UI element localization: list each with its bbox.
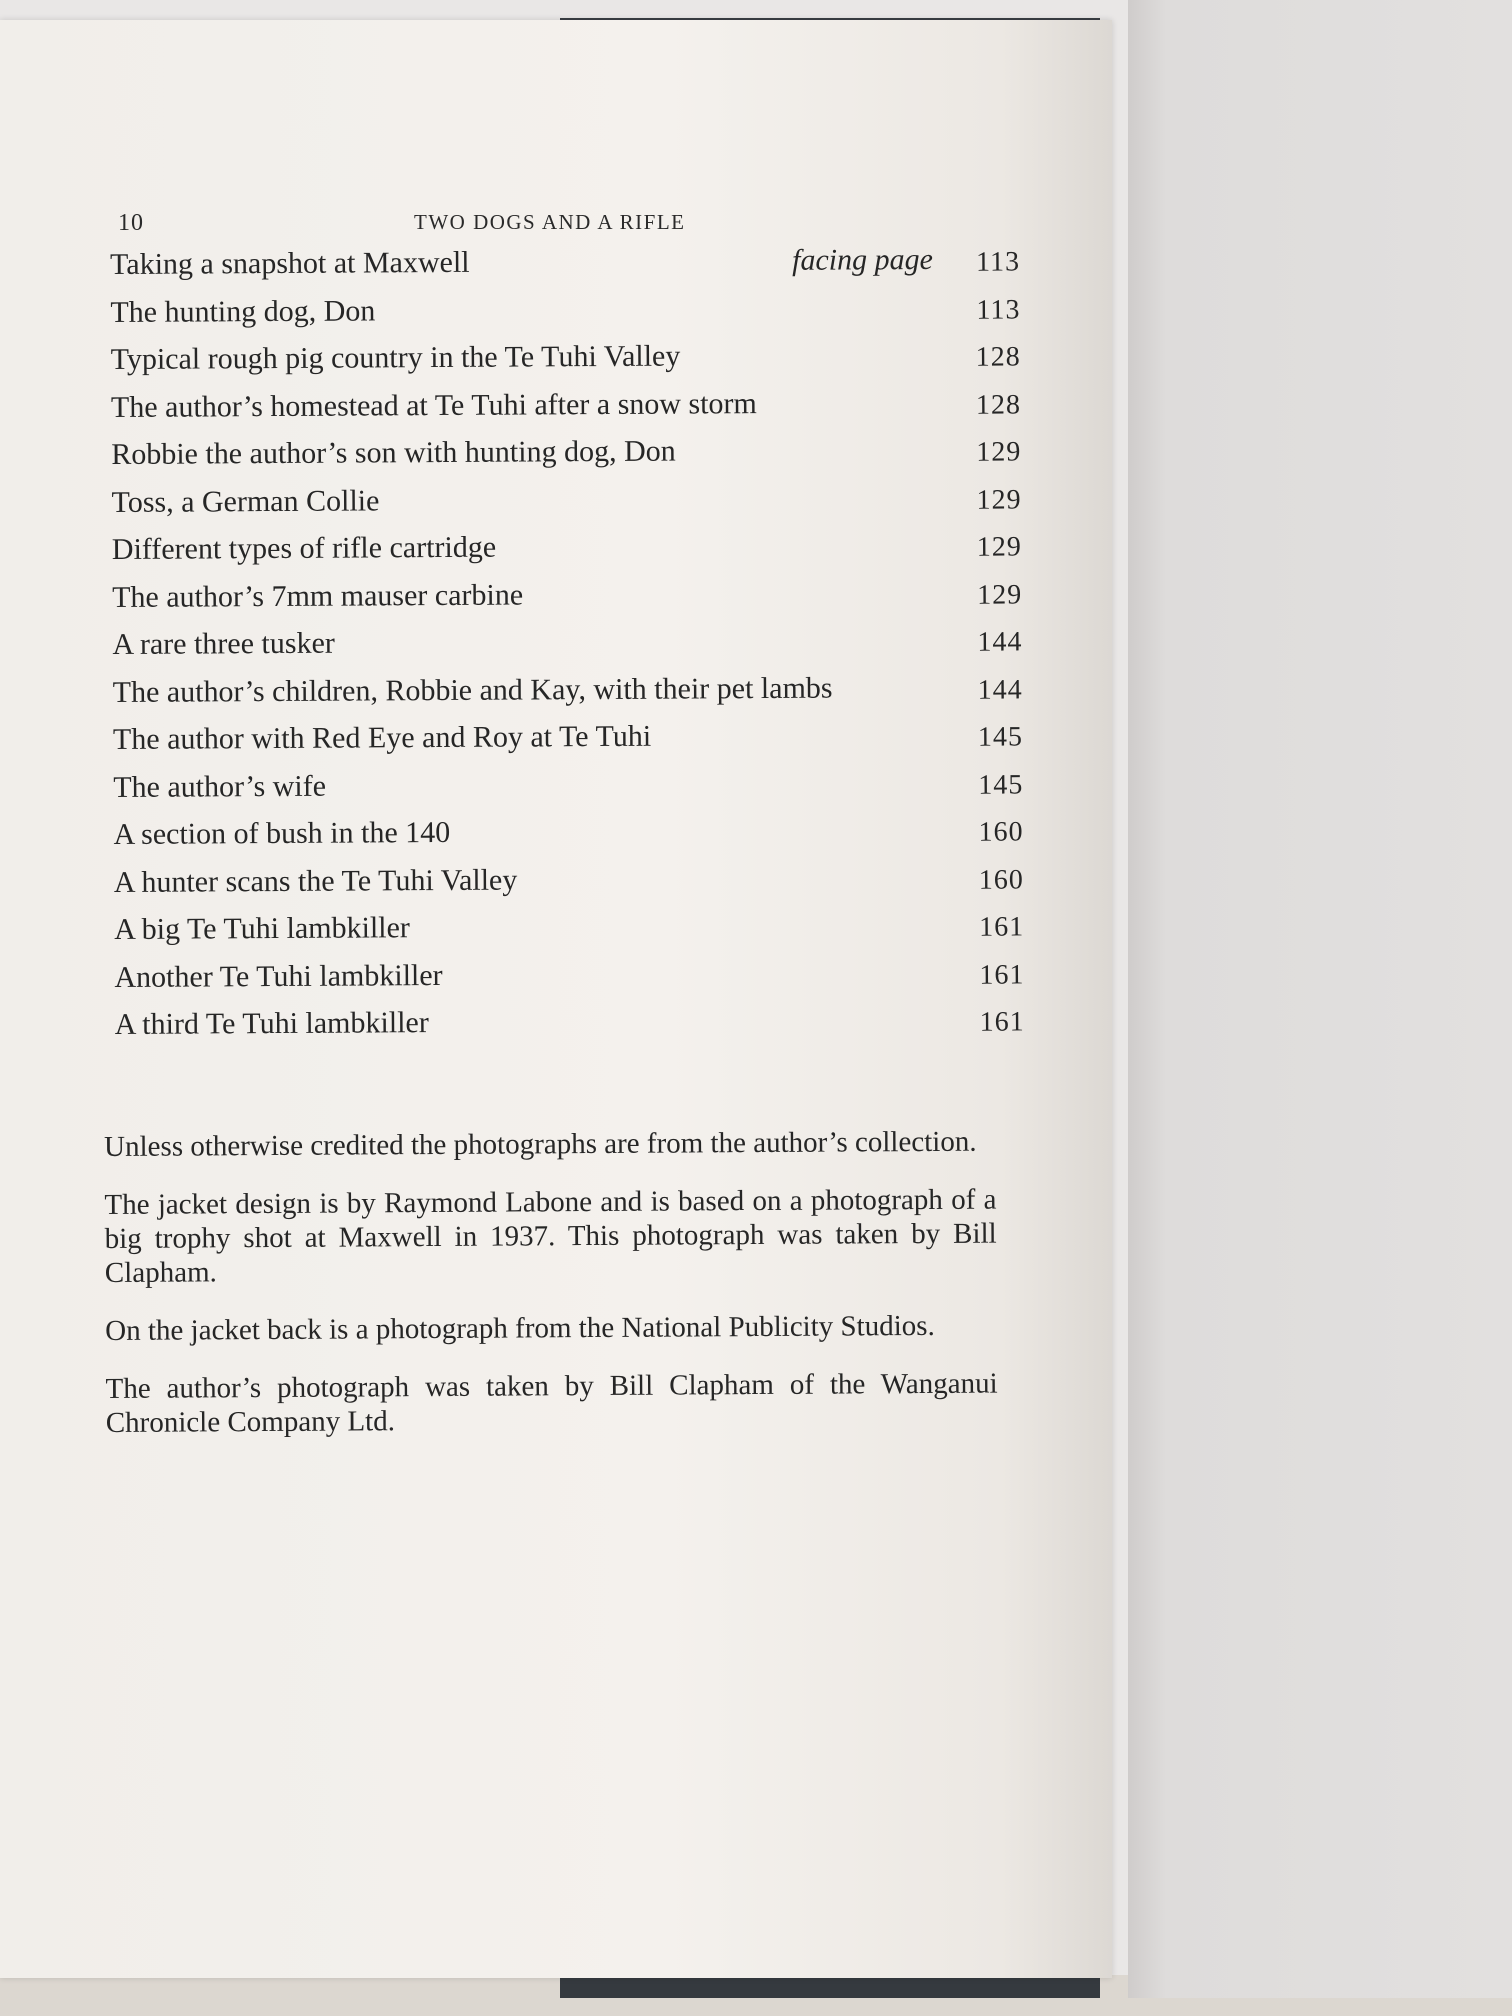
- plate-page-number: 113: [976, 246, 1021, 278]
- credit-paragraph: The author’s photograph was taken by Bill Clapham of the Wanganui Chronicle Company Ltd.: [105, 1367, 998, 1439]
- list-item: [110, 242, 1020, 295]
- credit-paragraph: On the jacket back is a photograph from the National Publicity Studios.: [105, 1309, 935, 1347]
- list-item: [111, 385, 1021, 438]
- plate-caption: A rare three tusker: [112, 626, 335, 661]
- plate-caption: Different types of rifle cartridge: [111, 530, 497, 566]
- plate-caption: Another Te Tuhi lambkiller: [114, 958, 443, 994]
- plate-page-number: 161: [979, 911, 1025, 943]
- plate-caption: The author with Red Eye and Roy at Te Tuhi: [112, 719, 652, 756]
- credit-paragraph: Unless otherwise credited the photographs are from the author’s collection.: [104, 1125, 977, 1163]
- plate-page-number: 113: [976, 293, 1021, 326]
- list-item: [111, 432, 1021, 485]
- plate-caption: A hunter scans the Te Tuhi Valley: [113, 863, 518, 899]
- plate-caption: A big Te Tuhi lambkiller: [114, 911, 410, 946]
- plate-page-number: 144: [977, 626, 1023, 658]
- left-page: [0, 20, 1112, 1978]
- plate-page-number: 145: [978, 768, 1024, 801]
- running-head: TWO DOGS AND A RIFLE: [414, 210, 686, 234]
- plate-caption: The author’s homestead at Te Tuhi after a snow storm: [110, 386, 757, 424]
- plate-caption: The author’s 7mm mauser carbine: [112, 577, 524, 614]
- plate-caption: The author’s children, Robbie and Kay, with their pet lambs: [112, 671, 833, 709]
- plate-caption: Toss, a German Collie: [111, 483, 380, 519]
- photo-credits: [104, 1125, 998, 1464]
- plate-caption: Robbie the author’s son with hunting dog, Don: [111, 434, 676, 471]
- list-item: [112, 575, 1022, 628]
- list-item: [114, 907, 1024, 960]
- facing-page-label: facing page: [791, 242, 933, 277]
- plate-page-number: 161: [979, 958, 1025, 991]
- list-of-illustrations: [110, 242, 1025, 1055]
- plate-caption: A third Te Tuhi lambkiller: [114, 1006, 429, 1041]
- plate-caption: A section of bush in the 140: [113, 815, 451, 851]
- list-item: [111, 480, 1021, 533]
- plate-caption: The author’s wife: [113, 769, 327, 804]
- list-item: [112, 527, 1022, 580]
- plate-caption: The hunting dog, Don: [110, 293, 376, 329]
- list-item: [111, 337, 1021, 390]
- plate-page-number: 144: [977, 673, 1023, 706]
- credit-paragraph: The jacket design is by Raymond Labone and is based on a photograph of a big trophy shot at Maxwell in 1937. This photograph was taken by Bill Clapham.: [104, 1183, 997, 1289]
- plate-caption: Taking a snapshot at Maxwell: [110, 245, 470, 281]
- list-item: [113, 717, 1023, 770]
- list-item: [113, 670, 1023, 723]
- list-item: [112, 622, 1022, 675]
- plate-page-number: 128: [975, 388, 1022, 421]
- page-number: 10: [118, 210, 144, 236]
- plate-page-number: 161: [979, 1006, 1025, 1038]
- list-item: [114, 860, 1024, 913]
- plate-page-number: 129: [976, 483, 1022, 516]
- list-item: [113, 812, 1023, 865]
- list-item: [110, 290, 1020, 343]
- plate-page-number: 145: [977, 721, 1024, 753]
- plate-page-number: 160: [978, 816, 1024, 848]
- plate-page-number: 129: [977, 578, 1023, 611]
- list-item: [114, 955, 1024, 1008]
- right-page: [1128, 0, 1512, 1998]
- plate-page-number: 160: [978, 863, 1024, 896]
- list-item: [115, 1002, 1025, 1055]
- plate-caption: Typical rough pig country in the Te Tuhi Valley: [110, 339, 681, 376]
- plate-page-number: 128: [975, 341, 1021, 373]
- plate-page-number: 129: [976, 531, 1022, 563]
- plate-page-number: 129: [976, 436, 1022, 468]
- list-item: [113, 765, 1023, 818]
